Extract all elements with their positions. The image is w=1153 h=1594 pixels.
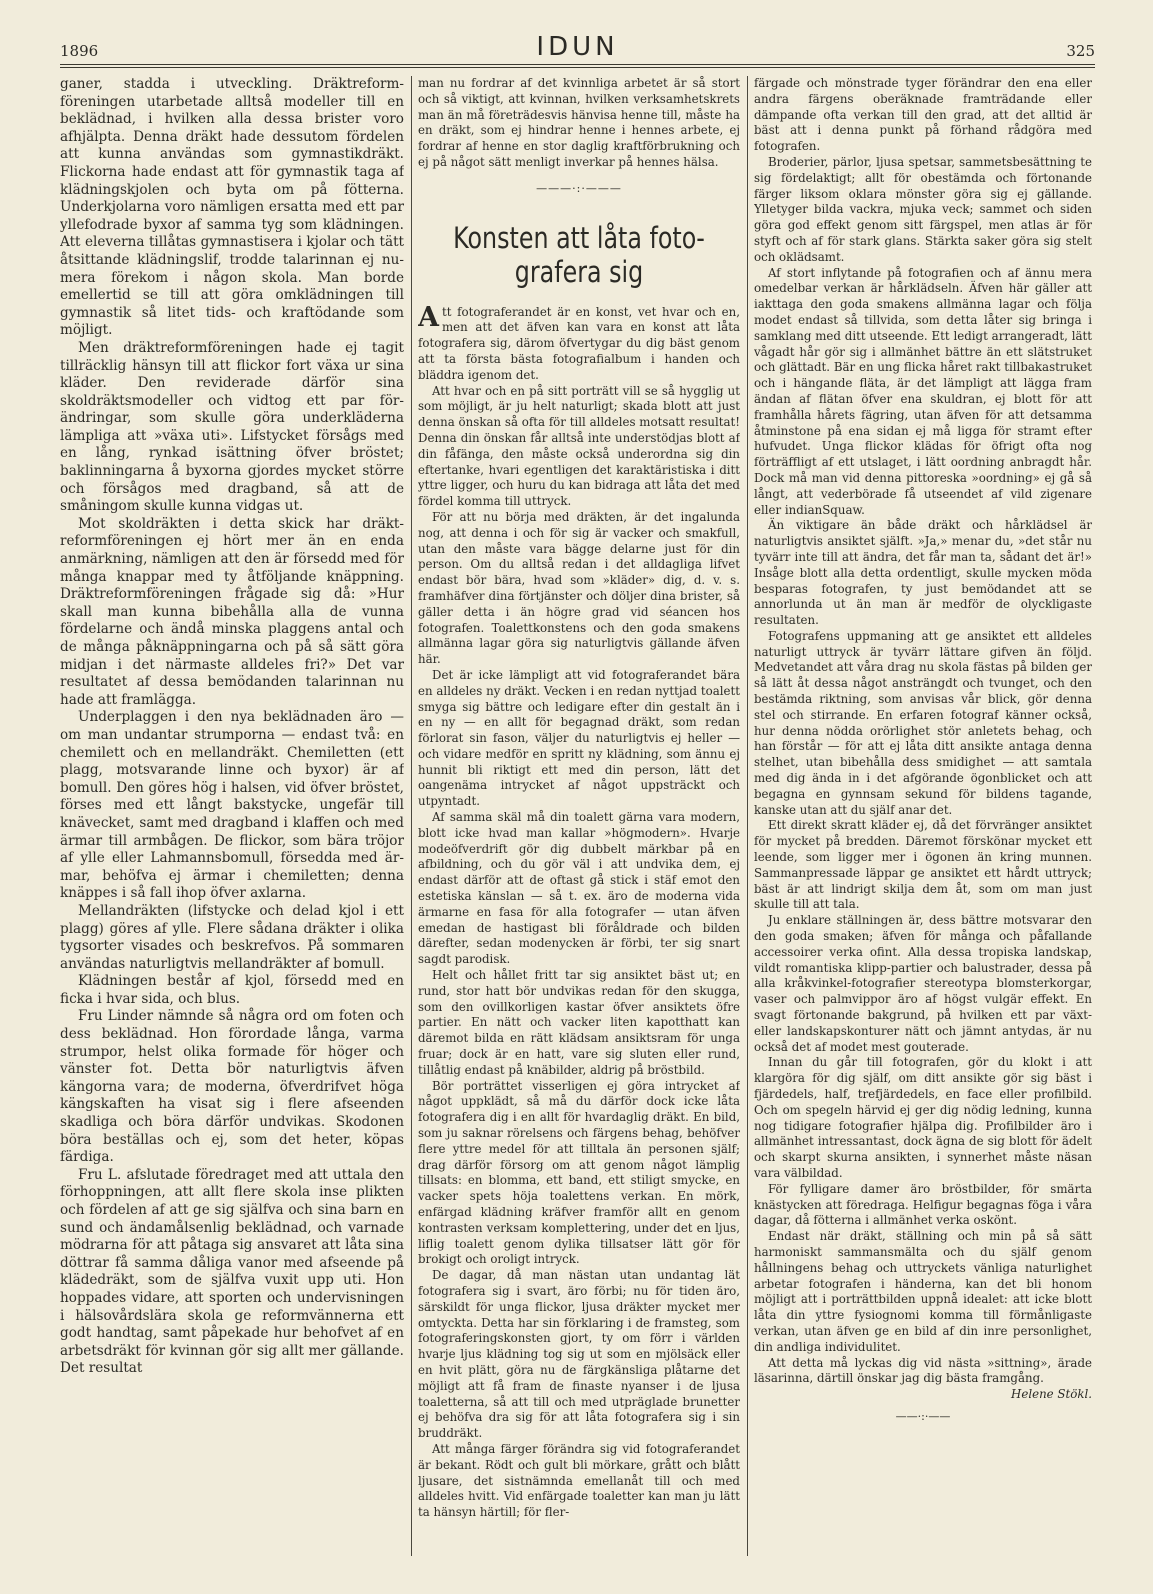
paragraph: Att detta må lyckas dig vid nästa »sittning», ärade läsarinna, därtill önskar jag dig bästa framgång. bbox=[754, 1355, 1092, 1386]
paragraph: Af samma skäl må din toalett gärna vara modern, blott icke hvad man kallar »högmodern». Hvarje modeöfverdrift gör dig dubbelt märkbar på en afbildning, och du gör väl i att undvika dem, ej endast därför att de oftast gå stick i stäf emot den estetiska känslan — så t. ex. äro de moderna vida ärmarne en fasa för alla fotografer — utan äfven emedan de hastigast bli föråldrade och bilden därefter, sedan modenycken är förbi, ter sig snart sagdt parodisk. bbox=[418, 810, 740, 967]
paragraph: Innan du går till fotografen, gör du klokt i att klargöra för dig själf, om ditt ansikte gör sig bäst i fjärdedels, half, trefjärdedels, en face eller profilbild. Och om spegeln härvid ej ger dig nödig ledning, kunna nog tidigare fotografier hjälpa dig. Profilbilder äro i allmänhet intressantast, dock ägna de sig blott för ädelt och skarpt skurna ansikten, i synnerhet måste näsan vara välbildad. bbox=[754, 1055, 1092, 1180]
paragraph: Mot skoldräkten i detta skick har dräktreformföreningen ej hört mer än en enda anmärkning, nämligen att den är försedd med för många knappar med ty åtföljande knäppning. Dräktreformföreningen frågade sig då: »Hur skall man kunna bibehålla alla de vunna fördelarne och ändå minska plaggens antal och de många påknäppningarna och på så sätt göra midjan i det närmaste alldeles fri?» Det var resultatet af dessa bemödanden talarinnan nu hade att framlägga. bbox=[60, 515, 404, 708]
paragraph: Fotografens uppmaning att ge ansiktet ett alldeles naturligt uttryck är tyvärr lättare gifven än följd. Medvetandet att våra drag nu skola fästas på bilden ger så lätt åt dessa något ansträngdt och tvunget, och den bestämda riktning, som anvisas vår blick, gör denna stel och stirrande. En erfaren fotograf känner också, hur denna nödda orörlighet stör anletets behag, och han förstår — för att ej låta ditt ansikte antaga denna stelhet, utan bibehålla dess smidighet — att samtala med dig ända in i det afgörande ögonblicket och att begagna en gynnsam sekund för bildens tagande, kanske utan att du själf anar det. bbox=[754, 628, 1092, 817]
paragraph: Mellandräkten (lifstycke och delad kjol i ett plagg) göres af ylle. Flere sådana dräkter i olika tygsorter visades och beskrefvos. På sommaren användas naturligtvis mellandräkter af bomull. bbox=[60, 902, 404, 972]
paragraph: Än viktigare än både dräkt och hårklädsel är naturligtvis ansiktet själft. »Ja,» menar du, »det står nu tyvärr inte till att ändra, det får man ta, sådant det är!» Insåge blott alla detta ordentligt, skulle mycken möda besparas fotografen, ty just bemödandet att se annorlunda ut än man är medför de olyckligaste resultaten. bbox=[754, 518, 1092, 628]
drop-cap: A bbox=[418, 301, 439, 333]
paragraph-text: tt fotograferandet är en konst, vet hvar och en, men att det äfven kan vara en konst att låta fotografera sig, därom öfvertygar du dig bäst genom att ta första bästa fotografialbum i handen och bläddra igenom det. bbox=[418, 304, 740, 382]
paragraph: Fru Linder nämnde så några ord om foten och dess beklädnad. Hon förordade långa, varma strumpor, helst olika formade för höger och vänster fot. Detta bör naturligtvis äfven kängorna vara; de moderna, öfverdrifvet höga kängskaften ha visat sig i flere afseenden skadliga och böra därför undvikas. Skodonen böra beställas och ej, som det heter, köpas färdiga. bbox=[60, 1008, 404, 1166]
paragraph: man nu fordrar af det kvinnliga arbetet är så stort och så viktigt, att kvinnan, hvilken verksamhetskrets man än må företrädesvis hänvisa henne till, måste ha en dräkt, som ej hindrar henne i hennes arbete, ej fordrar af henne en stor daglig kraftförbrukning och ej på något sätt menligt inverkar på hennes hälsa. bbox=[418, 76, 740, 169]
page-header bbox=[60, 32, 1095, 62]
paragraph: färgade och mönstrade tyger förändrar den ena eller andra färgens oberäknade framträdande eller dämpande ofta verkan till den grad, att det alltid är bäst att i denna punkt på förhand rådgöra med fotografen. bbox=[754, 76, 1092, 154]
column-3 bbox=[754, 76, 1092, 1425]
year-label: 1896 bbox=[60, 42, 99, 60]
author-signature: Helene Stökl. bbox=[1011, 1387, 1092, 1402]
paragraph: Att hvar och en på sitt porträtt vill se så hygglig ut som möjligt, är ju helt naturligt; skada blott att just denna önskan så ofta för till alldeles motsatt resultat! Denna din önskan får alltså inte understödjas blott af din fåfänga, den måste också underordna sig din eftertanke, hvari egentligen det karaktäristiska i ditt yttre ligger, och huru du kan bidraga att låta det med fördel komma till uttryck. bbox=[418, 383, 740, 509]
section-ornament: ———·:·——— bbox=[536, 181, 622, 195]
paragraph: Af stort inflytande på fotografien och af ännu mera omedelbar verkan är hårklädseln. Äfven här gäller att iakttaga den goda smakens allmänna lagar och följa modet endast så tillvida, som detta låter sig bringa i samklang med ditt utseende. Ett ledigt arrangeradt, lätt vågadt hår gör sig i allmänhet bättre än ett slätstruket och glättadt. Bär en ung flicka håret rakt tillbakastruket och i hängande fläta, är det lämpligt att lägga fram ändan af flätan öfver ena skuldran, ej blott för att framhålla hårets fägring, utan äfven för att detsamma åtminstone på ena sidan ej må ligga för stramt efter hufvudet. Unga flickor klädas för öfrigt ofta nog förträffligt af ett utslaget, i lätt oordning anbragdt hår. Dock må man vid denna pittoreska »oordning» ej gå så långt, att vederbörade få utseendet af vild zigenare eller indianSquaw. bbox=[754, 265, 1092, 517]
paragraph: Men dräktreformföreningen hade ej tagit tillräcklig hänsyn till att flickor fort växa ur sina kläder. Den reviderade därför sina skoldräktsmodeller och vidtog ett par förändringar, som skulle göra underkläderna lämpliga att »växa uti». Lifstycket försågs med en lång, rynkad isättning öfver bröstet; baklinningarna å byxorna gjordes mycket större och försågos med dragband, så att de småningom skulle kunna vidgas ut. bbox=[60, 339, 404, 515]
paragraph: ganer, stadda i utveckling. Dräktreformföreningen utarbetade alltså modeller till en beklädnad, i hvilken alla dessa brister voro afhjälpta. Denna dräkt hade dessutom fördelen att kunna användas som gymnastikdräkt. Flickorna hade endast att för gymnastik taga af klädningskjolen och byta om på fötterna. Underkjolarna voro nämligen ersatta med ett par yllefodrade byxor af samma tyg som klädningen. Att eleverna tillåtas gymnastisera i kjolar och tätt åtsittande klädningslif, trodde talarinnan ej numera förekom i någon skola. Man borde emellertid se till att göra omklädningen till gymnastik så litet tids- och kraftödande som möjligt. bbox=[60, 76, 404, 339]
article-lead-paragraph bbox=[418, 301, 740, 384]
paragraph: Fru L. afslutade föredraget med att uttala den förhoppningen, att allt flere skola inse plikten och fördelen af att ge sig själfva och sina barn en sund och ändamålsenlig beklädnad, och varnade mödrarna för att påtaga sig ansvaret att låta sina döttrar få samma dåliga vanor med afseende på klädedräkt, som de själfva vuxit upp uti. Hon hoppades vidare, att sporten och undervisningen i hälsovårdslära skola ge reformvännerna ett godt handtag, samt påpekade hur behofvet af en arbetsdräkt för kvinnan gör sig allt mer gällande. Det resultat bbox=[60, 1166, 404, 1377]
paragraph: Endast när dräkt, ställning och min på så sätt harmoniskt sammansmälta och du själf genom hållningens behag och uttryckets vänliga naturlighet arbetar fotografen i händerna, kan det bli honom möjligt att i porträttbilden uppnå idealet: att icke blott låta din yttre fysiognomi komma till förmånligaste verkan, utan äfven ge en bild af din inre personlighet, din andliga individulitet. bbox=[754, 1229, 1092, 1354]
paragraph: Bör porträttet visserligen ej göra intrycket af något uppklädt, så må du därför dock icke låta fotografera dig i en allt för hvardaglig dräkt. En bild, som ju saknar rörelsens och färgens behag, behöfver flere yttre medel för att tilltala än personen själf; drag därför försorg om att genom något lämplig tillsats: en blomma, ett band, ett stiligt smycke, en vacker spets höja toalettens verkan. En mörk, enfärgad klädning kräfver framför allt en genom kontrasten verksam komplettering, under det en ljus, liflig toalett genom dylika tillsatser lätt gör för brokigt och oroligt intryck. bbox=[418, 1078, 740, 1267]
header-rule-double bbox=[60, 67, 1095, 68]
paragraph: För att nu börja med dräkten, är det ingalunda nog, att denna i och för sig är vacker och smakfull, utan den måste vara bägge delarne just för din person. Om du alltså redan i det alldagliga lifvet endast bör bära, hvad som »kläder» dig, d. v. s. framhäfver dina förtjänster och döljer dina brister, så gäller detta i än högre grad vid séancen hos fotografen. Toalettkonstens och den goda smakens allmänna lagar göra sig naturligtvis gällande äfven här. bbox=[418, 509, 740, 667]
paragraph: Broderier, pärlor, ljusa spetsar, sammetsbesättning te sig fördelaktigt; allt för obestämda och förtonande färger liksom oklara mönster göra sig ej gällande. Ylletyger bilda vackra, mjuka veck; sammet och siden göra god effekt genom sitt färgspel, men atlas är för styft och af för stark glans. Stärkta saker göra sig stelt och oklädsamt. bbox=[754, 154, 1092, 264]
paragraph: De dagar, då man nästan utan undantag lät fotografera sig i svart, äro förbi; nu för tiden äro, särskildt för unga flickor, ljusa dräkter mycket mer omtyckta. Detta har sin förklaring i de framsteg, som fotograferingskonsten gjort, ty om förr i världen hvarje ljus klädning tog sig ut som en mjölsäck eller en hvit plätt, göra nu de färgkänsliga plåtarne det möjligt att få fram de finaste nyanser i de ljusa toaletterna, så att till och med utpräglade brunetter ej behöfva dra sig för att låta fotografera sig i sin bruddräkt. bbox=[418, 1268, 740, 1441]
paragraph: För fylligare damer äro bröstbilder, för smärta knästycken att föredraga. Helfigur begagnas föga i våra dagar, då fötterna i allmänhet verka oskönt. bbox=[754, 1181, 1092, 1228]
column-1 bbox=[60, 76, 404, 1378]
end-ornament: ——·:·—— bbox=[895, 1409, 951, 1423]
paragraph: Ju enklare ställningen är, dess bättre motsvarar den den goda smaken; äfven för många och påfallande accessoirer verka ofint. Alla dessa tropiska landskap, vildt romantiska klipp-partier och balustrader, dessa på alla kråkvinkel-fotografier stereotypa blomsterkorgar, vaser och palmvippor äro af högst vulgär effekt. En svagt förtonande bakgrund, på hvilken ett par växt- eller landskapskonturer nätt och jämnt antydas, är nu också det af modet mest gouterade. bbox=[754, 913, 1092, 1054]
paragraph: Ett direkt skratt kläder ej, då det förvränger ansiktet för mycket på bredden. Däremot förskönar mycket ett leende, som ligger mer i ögonen än kring munnen. Sammanpressade läppar ge ansiktet ett hårdt uttryck; bäst är att lindrigt skilja dem åt, som om man just skulle till att tala. bbox=[754, 818, 1092, 912]
paragraph: Underplaggen i den nya beklädnaden äro — om man undantar strumporna — endast två: en chemilett och en mellandräkt. Chemiletten (ett plagg, motsvarande linne och byxor) är af bomull. Den göres hög i halsen, vid öfver bröstet, förses med ett långt bakstycke, ungefär till knävecket, samt med dragband i klaffen och med ärmar till armbågen. De flickor, som bära tröjor af ylle eller Lahmannsbomull, försedda med ärmar, behöfva ej ärmar i chemiletten; denna knäppes i så fall ihop öfver axlarna. bbox=[60, 709, 404, 902]
page-number: 325 bbox=[1066, 42, 1095, 60]
paragraph: Att många färger förändra sig vid fotograferandet är bekant. Rödt och gult bli mörkare, grått och blått ljusare, det sistnämnda emellanåt till och med alldeles hvitt. Vid enfärgade toaletter kan man ju lätt ta hänsyn härtill; för fler- bbox=[418, 1441, 740, 1520]
column-2 bbox=[418, 76, 740, 1521]
column-divider bbox=[747, 76, 748, 1556]
paragraph: Helt och hållet fritt tar sig ansiktet bäst ut; en rund, stor hatt bör undvikas redan för den skugga, som den ovillkorligen kastar öfver ansiktets öfre partier. En nätt och vacker liten kapotthatt kan däremot bilda en rätt klädsam ansiktsram för unga fruar; dock är en hatt, vare sig sluten eller rund, tillåtlig endast på knäbilder, aldrig på bröstbild. bbox=[418, 968, 740, 1077]
paragraph: Klädningen består af kjol, försedd med en ficka i hvar sida, och blus. bbox=[60, 973, 404, 1007]
header-rule bbox=[60, 64, 1095, 65]
paragraph: Det är icke lämpligt att vid fotograferandet bära en alldeles ny dräkt. Vecken i en redan nyttjad toalett smyga sig bättre och ledigare efter din gestalt än i en ny — en allt för begagnad dräkt, som redan förlorat sin fason, väljer du naturligtvis ej heller — och vidare medför en spritt ny klädning, som ännu ej hunnit bli riktigt ett med din person, lätt det oangenäma intrycket af något uppsträckt och utpyntadt. bbox=[418, 667, 740, 809]
magazine-title: IDUN bbox=[536, 32, 619, 62]
column-divider bbox=[411, 76, 412, 1556]
article-title: Konsten att låta fotografera sig bbox=[453, 220, 705, 289]
